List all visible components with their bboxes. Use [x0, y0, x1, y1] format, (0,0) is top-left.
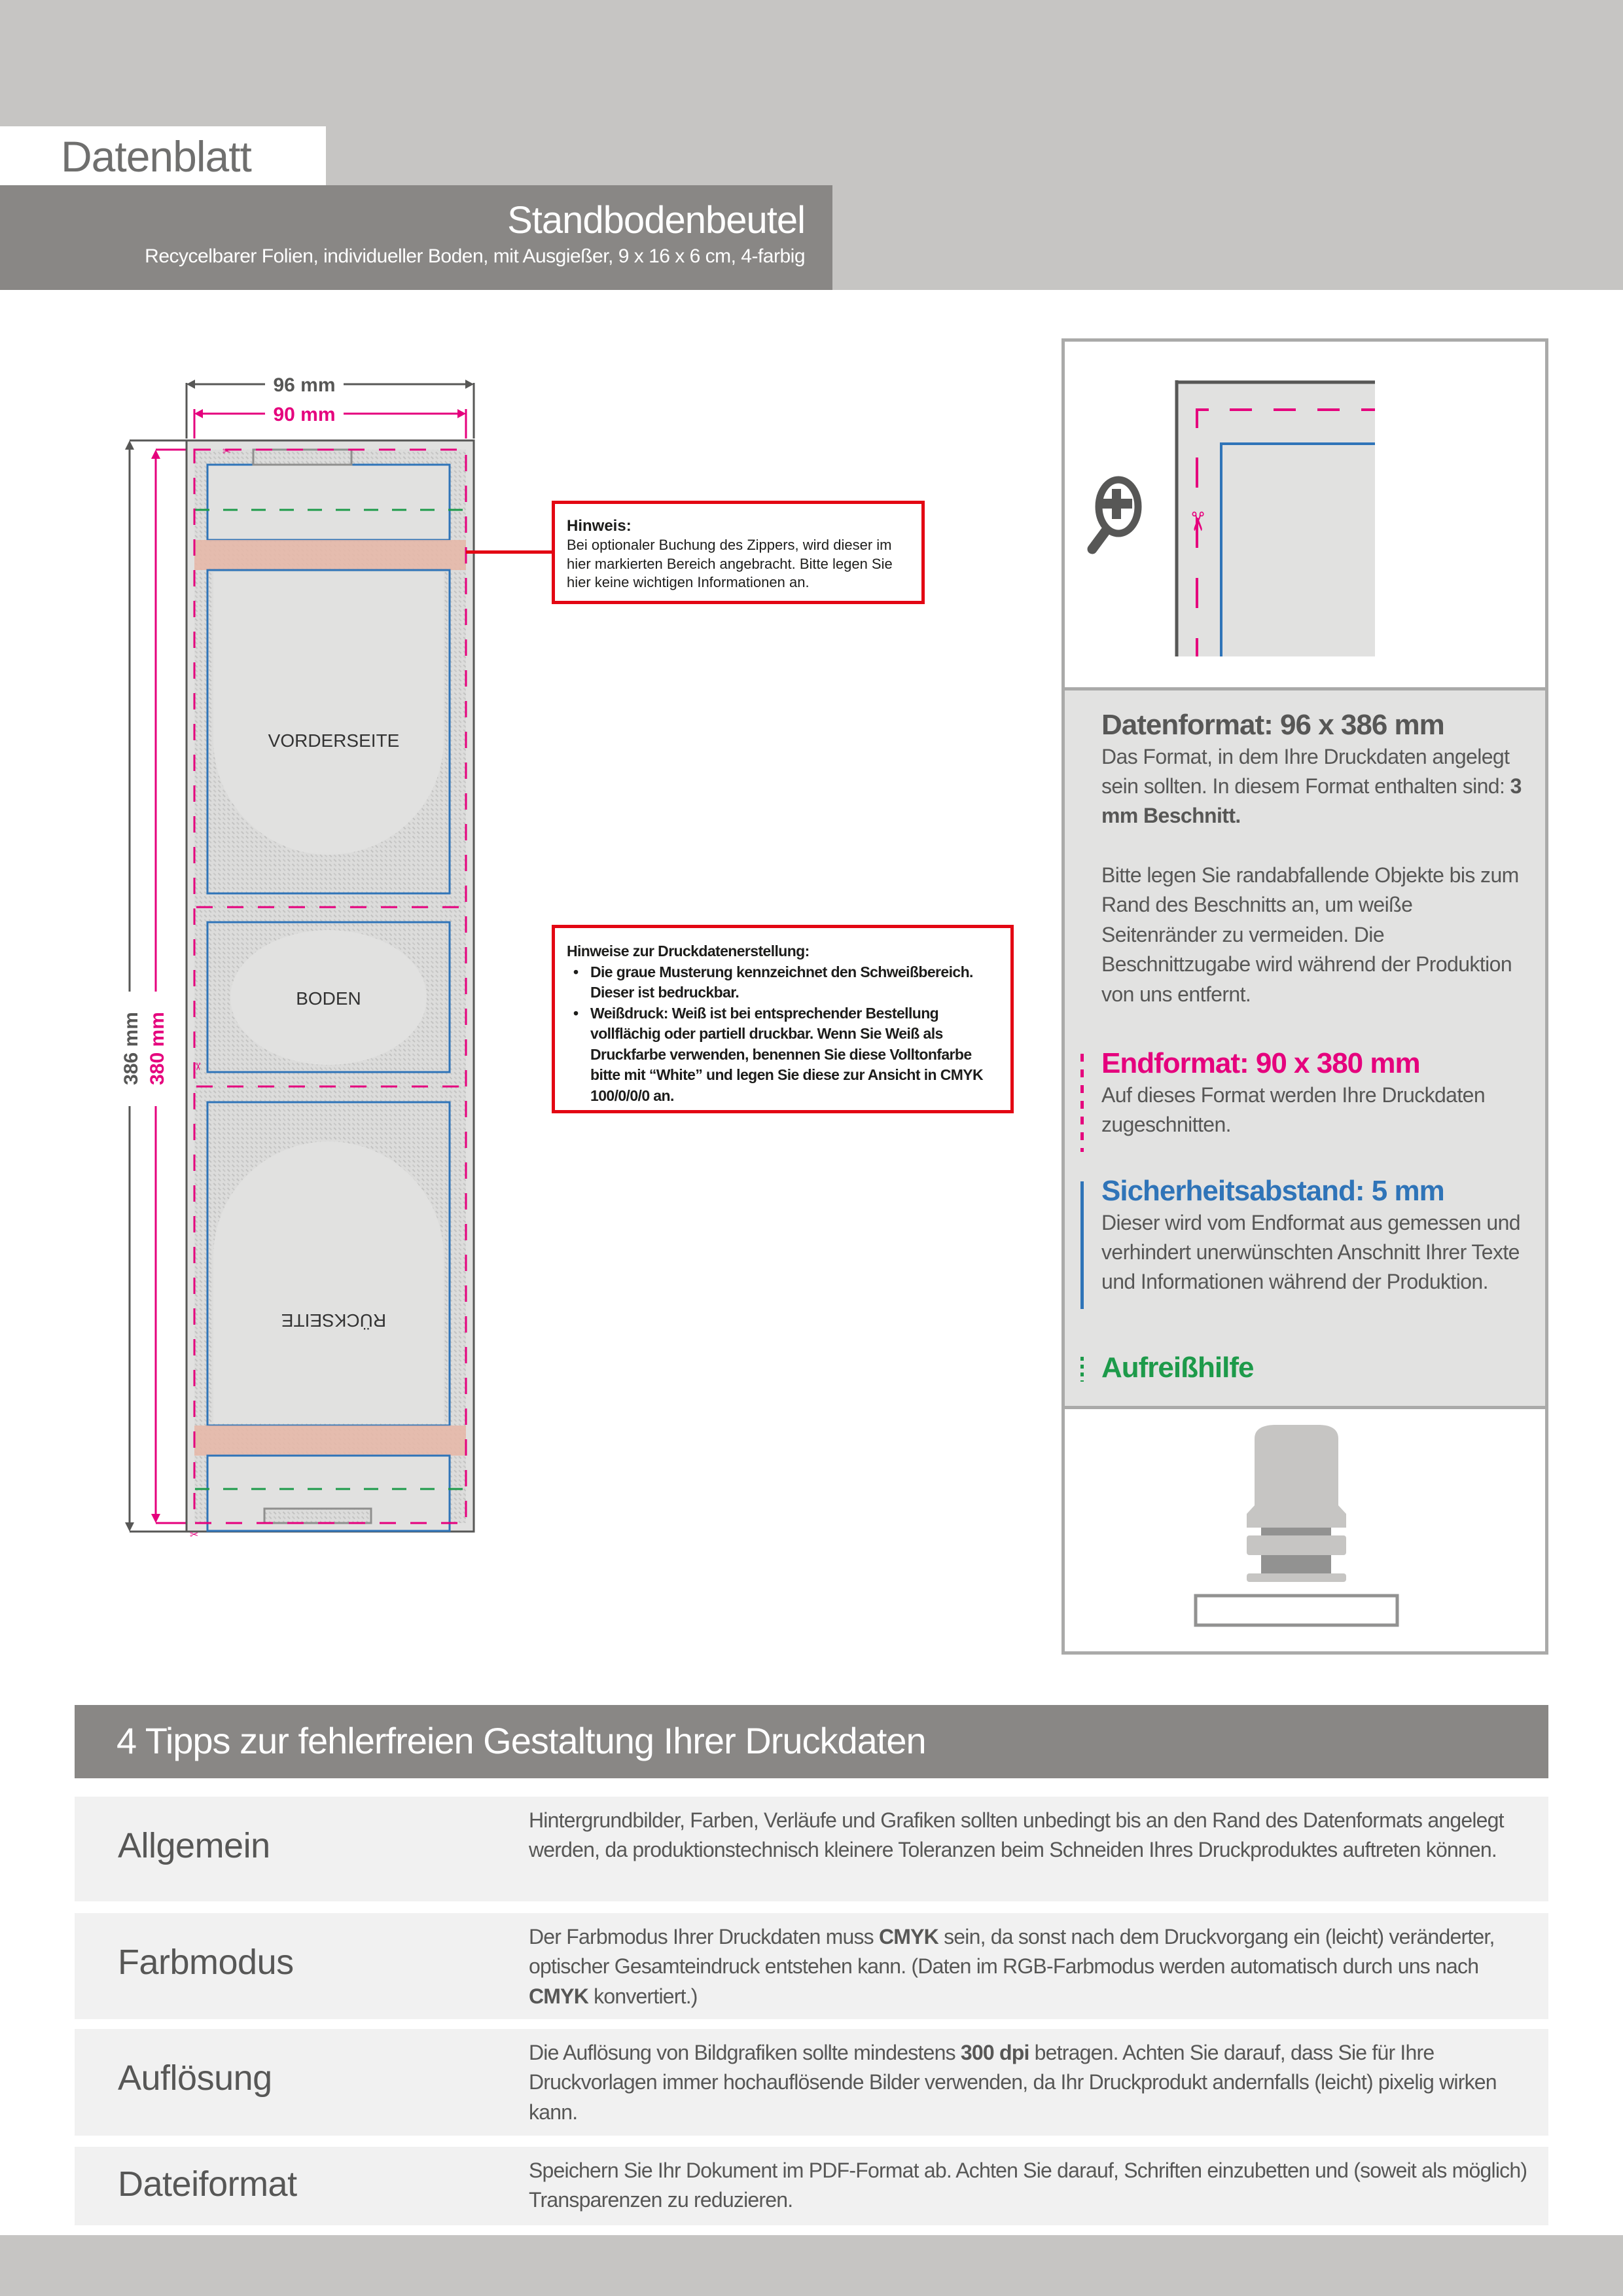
doc-type-title: Datenblatt — [61, 132, 251, 181]
scissors-icon: ✂ — [223, 446, 232, 457]
print-note-item: • Weißdruck: Weiß ist bei entsprechender Bestellung vollflächig oder partiell druckbar. Wenn Sie Weiß als Druckfarbe verwenden, benennen Sie diese Volltonfarbe bitte mit “White” und legen Sie diese zur Ansicht in CMYK 100/0/0/0 an. — [567, 1003, 999, 1107]
spout-icon — [1065, 1412, 1545, 1651]
tip-text: Der Farbmodus Ihrer Druckdaten muss CMYK sein, da sonst nach dem Druckvorgang ein (leicht) veränderter, optischer Gesamteindruck entstehen kann. (Daten im RGB-Farbmodus werden automatisch durch uns nach CMYK konvertiert.) — [529, 1925, 1495, 2008]
zipper-note — [552, 501, 925, 604]
legend-aufreisshilfe — [1101, 1352, 1527, 1385]
tip-label: Dateiformat — [118, 2164, 297, 2204]
width-dimension-90 — [194, 404, 466, 439]
legend-panel — [1061, 338, 1548, 1655]
legend-datenformat — [1101, 709, 1527, 1009]
svg-text:386 mm: 386 mm — [120, 1012, 142, 1085]
tip-row-allgemein — [75, 1797, 1548, 1901]
zipper-area-top — [194, 540, 466, 570]
product-title: Standbodenbeutel — [507, 199, 805, 242]
footer-band — [0, 2235, 1623, 2296]
svg-text:VORDERSEITE: VORDERSEITE — [268, 730, 400, 751]
tip-text: Hintergrundbilder, Farben, Verläufe und Grafiken sollten unbedingt bis an den Rand des Datenformats angelegt werden, da produktionstechnisch kleinere Toleranzen beim Schneiden Ihres Druckproduktes auftreten können. — [529, 1808, 1504, 1862]
tips-heading-bar — [75, 1705, 1548, 1778]
print-notes — [552, 925, 1014, 1113]
legend-sicherheitsabstand — [1101, 1175, 1527, 1297]
tip-label: Farbmodus — [118, 1943, 294, 1982]
product-header — [0, 185, 832, 290]
zipper-note-title: Hinweis: — [567, 517, 632, 535]
spout-illustration — [1065, 1412, 1545, 1651]
safety-mark — [1080, 1181, 1084, 1309]
aufreisshilfe-title: Aufreißhilfe — [1101, 1352, 1254, 1384]
legend-text-area — [1065, 691, 1545, 1409]
datenformat-text: Das Format, in dem Ihre Druckdaten angelegt sein sollten. In diesem Format enthalten sind: 3 mm Beschnitt. — [1101, 744, 1522, 828]
tip-label: Allgemein — [118, 1826, 270, 1865]
scissors-icon: ✂ — [190, 1530, 199, 1541]
scissors-icon: ✂ — [192, 1062, 203, 1071]
zipper-area-bottom — [194, 1426, 466, 1456]
zoom-in-icon — [1092, 480, 1138, 549]
dieline-diagram — [118, 353, 510, 1610]
svg-text:RÜCKSEITE: RÜCKSEITE — [281, 1310, 387, 1331]
tips-heading: 4 Tipps zur fehlerfreien Gestaltung Ihrer Druckdaten — [116, 1720, 926, 1761]
tip-text: Die Auflösung von Bildgrafiken sollte mindestens 300 dpi betragen. Achten Sie darauf, dass Sie für Ihre Druckvorlagen immer hochauflösende Bilder verwenden, da Ihr Druckprodukt andernfalls (leicht) pixelig wirken kann. — [529, 2041, 1497, 2124]
sicherheitsabstand-text: Dieser wird vom Endformat aus gemessen und verhindert unerwünschten Anschnitt Ihrer Texte und Informationen während der Produktion. — [1101, 1210, 1520, 1294]
tip-row-farbmodus — [75, 1913, 1548, 2019]
spout-slot-bottom — [264, 1509, 371, 1523]
legend-zoom-illustration — [1065, 342, 1545, 691]
tip-label: Auflösung — [118, 2058, 272, 2098]
tip-row-dateiformat — [75, 2147, 1548, 2225]
product-subtitle: Recycelbarer Folien, individueller Boden, mit Ausgießer, 9 x 16 x 6 cm, 4-farbig — [145, 245, 805, 267]
tip-row-aufloesung — [75, 2029, 1548, 2136]
endformat-title: Endformat: 90 x 380 mm — [1101, 1047, 1420, 1079]
svg-text:380 mm: 380 mm — [147, 1012, 168, 1085]
datenformat-title: Datenformat: 96 x 386 mm — [1101, 709, 1444, 741]
svg-text:90 mm: 90 mm — [273, 404, 336, 425]
spout-slot-top — [253, 450, 351, 465]
zipper-note-connector — [466, 550, 552, 554]
print-notes-title: Hinweise zur Druckdatenerstellung: — [567, 942, 810, 960]
doc-type-box — [0, 126, 326, 185]
svg-text:96 mm: 96 mm — [273, 374, 336, 396]
tip-text: Speichern Sie Ihr Dokument im PDF-Format ab. Achten Sie darauf, Schriften einzubetten und (soweit als möglich) Transparenzen zu reduzieren. — [529, 2159, 1527, 2212]
endformat-text: Auf dieses Format werden Ihre Druckdaten zugeschnitten. — [1101, 1083, 1486, 1137]
legend-endformat — [1101, 1047, 1527, 1139]
tear-mark — [1080, 1357, 1084, 1382]
trim-mark — [1080, 1054, 1084, 1152]
sicherheitsabstand-title: Sicherheitsabstand: 5 mm — [1101, 1175, 1444, 1207]
height-dimension-386 — [120, 440, 187, 1532]
print-note-item: • Die graue Musterung kennzeichnet den Schweißbereich. Dieser ist bedruckbar. — [567, 962, 999, 1003]
svg-text:BODEN: BODEN — [296, 988, 361, 1009]
scissors-icon: ✂ — [1183, 511, 1211, 533]
zipper-note-text: Bei optionaler Buchung des Zippers, wird dieser im hier markierten Bereich angebracht. Bitte legen Sie hier keine wichtigen Informationen an. — [567, 537, 893, 591]
datenformat-text-2: Bitte legen Sie randabfallende Objekte bis zum Rand des Beschnitts an, um weiße Seitenränder zu vermeiden. Die Beschnittzugabe wird während der Produktion von uns entfernt. — [1101, 863, 1519, 1006]
